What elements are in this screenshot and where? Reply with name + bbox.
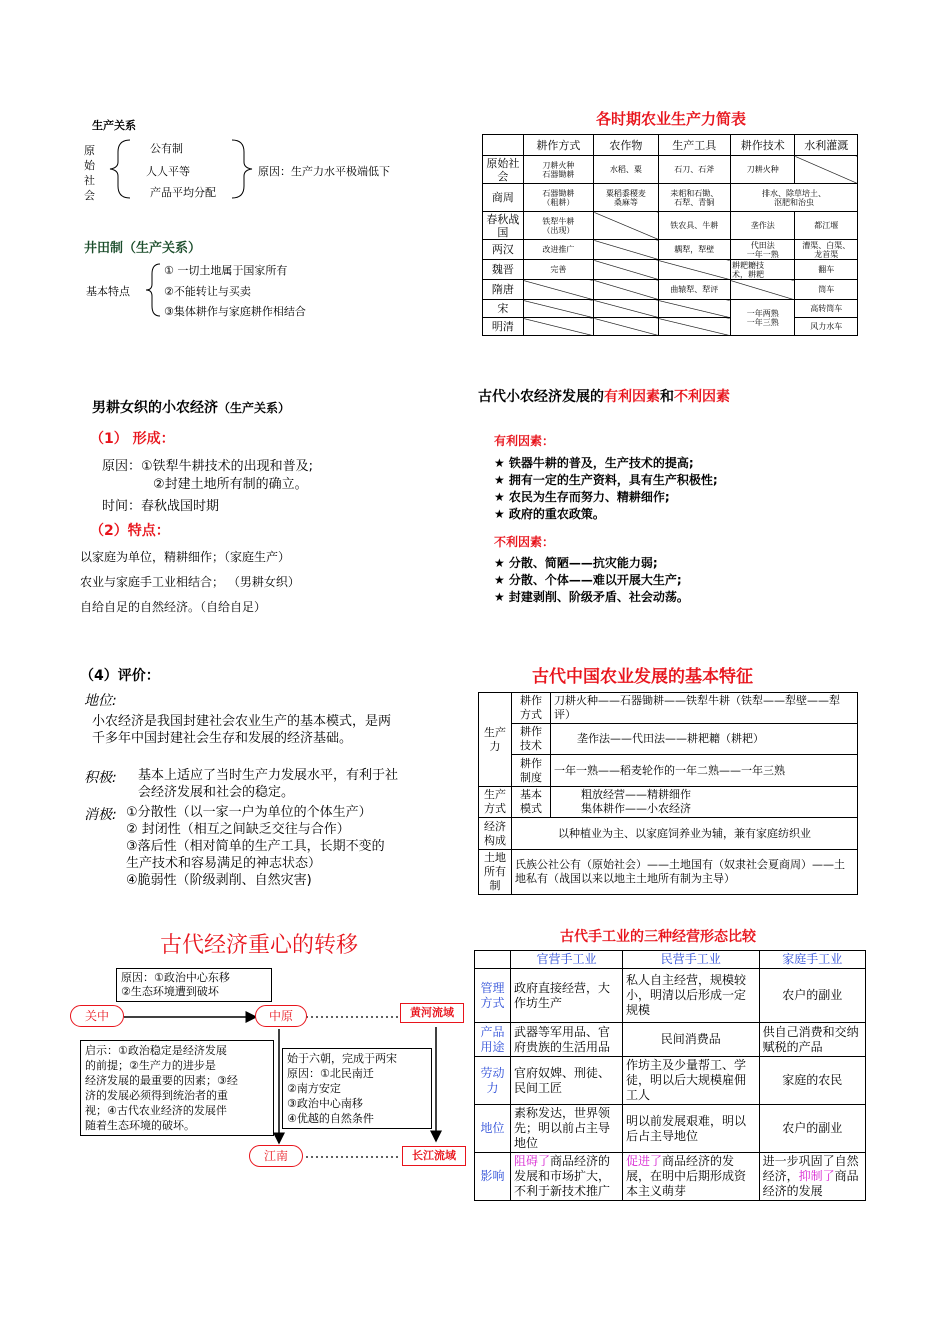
primitive-item: 公有制 [150,142,183,155]
table-cell [594,260,658,280]
table-cell: 耦犁，犁壁 [658,240,730,260]
table-row [483,240,858,260]
primitive-relations-title: 生产关系 [92,119,136,132]
list-item: ★ 农民为生存而努力、精耕细作; [494,490,670,504]
table-cell: 曲辕犁、犁评 [658,280,730,300]
table-cell: 铁犁牛耕 （出现） [523,212,593,240]
formation-reason: 原因：①铁犁牛耕技术的出现和普及; [102,459,314,474]
table-cell: 两汉 [483,240,524,260]
agri-features-table [478,692,858,895]
table-cell [795,156,858,184]
node-guanzhong: 关中 [70,1005,124,1027]
table-cell: 供自己消费和交纳赋税的产品 [759,1023,865,1057]
bad-factors-heading: 不利因素： [494,535,555,549]
position-heading: 地位: [84,693,117,709]
yellow-river-box: 黄河流域 [400,1003,464,1023]
node-jiangnan: 江南 [249,1145,303,1167]
list-item: ★ 封建剥削、阶级矛盾、社会动荡。 [494,590,689,604]
table-header: 家庭手工业 [759,951,865,969]
table-cell: 筒车 [795,280,858,300]
table-cell: 粗放经营——精耕细作 集体耕作——小农经济 [551,787,858,818]
table-cell: 魏晋 [483,260,524,280]
negative-heading: 消极: [84,807,117,823]
table-row [483,184,858,212]
table-cell: 铁农具、牛耕 [658,212,730,240]
jingtian-item: ③集体耕作与家庭耕作相结合 [164,305,306,318]
south-shift-box: 始于六朝，完成于两宋 原因：①北民南迁 ②南方安定 ③政治中心南移 ④优越的自然条件 [282,1048,432,1129]
table-cell: 劳动力 [475,1057,511,1105]
table-cell: 氏族公社公有（原始社会）——土地国有（奴隶社会夏商周）——土地私有（战国以来以地主土地所有制为主导） [512,850,858,895]
table-cell: 家庭的农民 [759,1057,865,1105]
table-row [479,787,858,818]
table-cell [658,300,730,318]
table-cell: 粟稻黍稷麦 桑麻等 [594,184,658,212]
table-cell: 生产方式 [479,787,512,818]
positive-heading: 积极: [84,770,117,786]
table-row [479,724,858,755]
table-row [483,300,858,318]
table-cell: 漕渠、白渠、 龙首渠 [795,240,858,260]
table-cell [594,280,658,300]
table-cell [730,280,794,300]
table-cell [594,212,658,240]
table-cell: 管理方式 [475,969,511,1023]
positive-text: 基本上适应了当时生产力发展水平，有利于社 会经济发展和社会的稳定。 [138,768,399,800]
list-item: ★ 拥有一定的生产资料，具有生产积极性; [494,473,718,487]
table-cell: 阻碍了商品经济的发展和市场扩大，不利于新技术推广 [510,1153,622,1201]
table-cell: 翻车 [795,260,858,280]
table-cell: 私人自主经营，规模较小，明清以后形成一定规模 [623,969,760,1023]
table-cell: 隋唐 [483,280,524,300]
table-row [475,1057,866,1105]
table-cell: 一年一熟——稻麦轮作的一年二熟——一年三熟 [551,755,858,787]
table-row [479,693,858,724]
jingtian-item: ① 一切土地属于国家所有 [164,264,288,277]
jingtian-item: ②不能转让与买卖 [164,285,251,298]
list-item: ★ 分散、简陋——抗灾能力弱; [494,556,658,570]
table-cell: 耕作制度 [512,755,551,787]
table-cell [523,300,593,318]
table-cell: 垄作法——代田法——耕耙耱（耕耙） [551,724,858,755]
table-header: 耕作方式 [523,135,593,156]
table-cell: 进一步巩固了自然经济，抑制了商品经济的发展 [759,1153,865,1201]
table-cell: 耕作方式 [512,693,551,724]
table-header-row [483,135,858,156]
table-row [475,1023,866,1057]
negative-list [126,804,385,889]
list-item: ② 封闭性（相互之间缺乏交往与合作） [126,822,350,837]
table-cell: 耕作技术 [512,724,551,755]
table-row [483,156,858,184]
table-cell: 明以前发展艰难，明以后占主导地位 [623,1105,760,1153]
good-factors-heading: 有利因素： [494,434,555,448]
handicraft-table [474,950,866,1201]
list-item: ③落后性（相对简单的生产工具，长期不变的 [126,839,385,854]
formation-heading: （1） 形成： [90,431,175,447]
jingtian-brace [140,262,164,318]
table-header: 农作物 [594,135,658,156]
primitive-item: 产品平均分配 [150,186,216,199]
small-peasant-title: 男耕女织的小农经济（生产关系） [92,400,291,416]
primitive-item: 人人平等 [146,165,190,178]
table-cell: 风力水车 [795,318,858,336]
table-cell: 商周 [483,184,524,212]
table-cell: 民间消费品 [623,1023,760,1057]
table-cell: 土地所有制 [479,850,512,895]
table-row [483,318,858,336]
table-header: 生产工具 [658,135,730,156]
feature-item: 农业与家庭手工业相结合； （男耕女织） [80,575,300,589]
table-row [479,850,858,895]
table-cell: 代田法 一年一熟 [730,240,794,260]
table-cell: 生产力 [479,693,512,787]
jingtian-title: 井田制（生产关系） [84,241,202,256]
table-row [475,1105,866,1153]
table-cell [594,300,658,318]
table-cell: 春秋战国 [483,212,524,240]
table-header: 水利灌溉 [795,135,858,156]
table-header: 民营手工业 [623,951,760,969]
table-cell: 耕耙耱技 术，耕耙 [730,260,794,280]
table-cell: 排水、除草培土、 沤肥和治虫 [730,184,857,212]
feature-item: 自给自足的自然经济。（自给自足） [80,600,267,614]
table-cell: 一年两熟 一年三熟 [730,300,794,336]
table-header: 官营手工业 [510,951,622,969]
table-header [483,135,524,156]
table-cell: 垄作法 [730,212,794,240]
table-row [475,969,866,1023]
table-cell: 刀耕火种 石器锄耕 [523,156,593,184]
table-cell: 官府奴婢、刑徒、民间工匠 [510,1057,622,1105]
table-cell [658,260,730,280]
table-cell: 明清 [483,318,524,336]
primitive-side-label: 原 始 社 会 [84,144,95,202]
table-cell: 耒耜和石锄、 石犁、青铜 [658,184,730,212]
position-text: 小农经济是我国封建社会农业生产的基本模式，是两 千多年中国封建社会生存和发展的经济基础。 [92,714,392,746]
table-cell [523,318,593,336]
table-cell: 改进推广 [523,240,593,260]
table-cell: 作坊主及少量帮工、学徒，明以后大规模雇佣工人 [623,1057,760,1105]
list-item: 生产技术和容易满足的神志状态） [126,856,322,871]
table-row [475,1153,866,1201]
table-cell: 水稻、粟 [594,156,658,184]
factors-title: 古代小农经济发展的有利因素和不利因素 [478,389,730,405]
table-row [483,212,858,240]
productivity-table [482,134,858,336]
node-zhongyuan: 中原 [255,1005,307,1027]
list-item: ★ 分散、个体——难以开展大生产; [494,573,682,587]
evaluation-heading: （4）评价： [80,668,160,684]
table-cell: 刀耕火种 [730,156,794,184]
table-header: 耕作技术 [730,135,794,156]
list-item: ①分散性（以一家一户为单位的个体生产） [126,805,372,820]
table-cell: 产品用途 [475,1023,511,1057]
table-cell: 素称发达，世界领先；明以前占主导地位 [510,1105,622,1153]
primitive-reason: 原因：生产力水平极端低下 [258,165,390,178]
center-shift-reason-box: 原因：①政治中心东移 ②生态环境遭到破坏 [116,968,272,1002]
list-item: ④脆弱性（阶级剥削、自然灾害) [126,873,312,888]
table-cell: 政府直接经营，大作坊生产 [510,969,622,1023]
table-row [479,818,858,850]
table-header-row [475,951,866,969]
table-cell: 武器等军用品、官府贵族的生活用品 [510,1023,622,1057]
features-heading: （2）特点： [90,523,170,539]
agri-features-title: 古代中国农业发展的基本特征 [532,667,753,687]
yangtze-river-box: 长江流域 [402,1146,466,1166]
table-cell: 地位 [475,1105,511,1153]
table-cell: 经济构成 [479,818,512,850]
table-cell [523,280,593,300]
productivity-table-title: 各时期农业生产力简表 [596,110,747,128]
table-cell: 影响 [475,1153,511,1201]
formation-reason: ②封建土地所有制的确立。 [153,477,308,492]
table-row [483,280,858,300]
table-cell: 农户的副业 [759,969,865,1023]
table-cell: 高转筒车 [795,300,858,318]
table-row [483,260,858,280]
table-cell: 都江堰 [795,212,858,240]
list-item: ★ 政府的重农政策。 [494,507,605,521]
table-row [479,755,858,787]
table-cell [594,240,658,260]
table-cell: 完善 [523,260,593,280]
table-cell: 促进了商品经济的发展，在明中后期形成资本主义萌芽 [623,1153,760,1201]
table-cell [594,318,658,336]
table-cell: 原始社会 [483,156,524,184]
feature-item: 以家庭为单位，精耕细作；（家庭生产） [80,550,291,564]
table-cell: 宋 [483,300,524,318]
table-cell: 基本模式 [512,787,551,818]
jingtian-label: 基本特点 [86,285,130,298]
economic-center-title: 古代经济重心的转移 [160,933,359,958]
table-cell: 以种植业为主、以家庭饲养业为辅，兼有家庭纺织业 [512,818,858,850]
table-cell: 石刀、石斧 [658,156,730,184]
table-cell: 石器锄耕 （粗耕） [523,184,593,212]
good-factors-list [494,455,718,523]
insight-box: 启示：①政治稳定是经济发展 的前提；②生产力的进步是 经济发展的最重要的因素；③经 济的发展必须得到统治者的重 视；④古代农业经济的发展伴 随着生态环境的破坏。 [80,1040,274,1136]
table-cell: 刀耕火种——石器锄耕——铁犁牛耕（铁犁——犁壁——犁评） [551,693,858,724]
table-cell: 农户的副业 [759,1105,865,1153]
handicraft-table-title: 古代手工业的三种经营形态比较 [560,929,756,945]
table-cell [658,318,730,336]
bad-factors-list [494,555,689,606]
table-header [475,951,511,969]
list-item: ★ 铁器牛耕的普及，生产技术的提高; [494,456,694,470]
formation-time: 时间：春秋战国时期 [102,499,220,514]
